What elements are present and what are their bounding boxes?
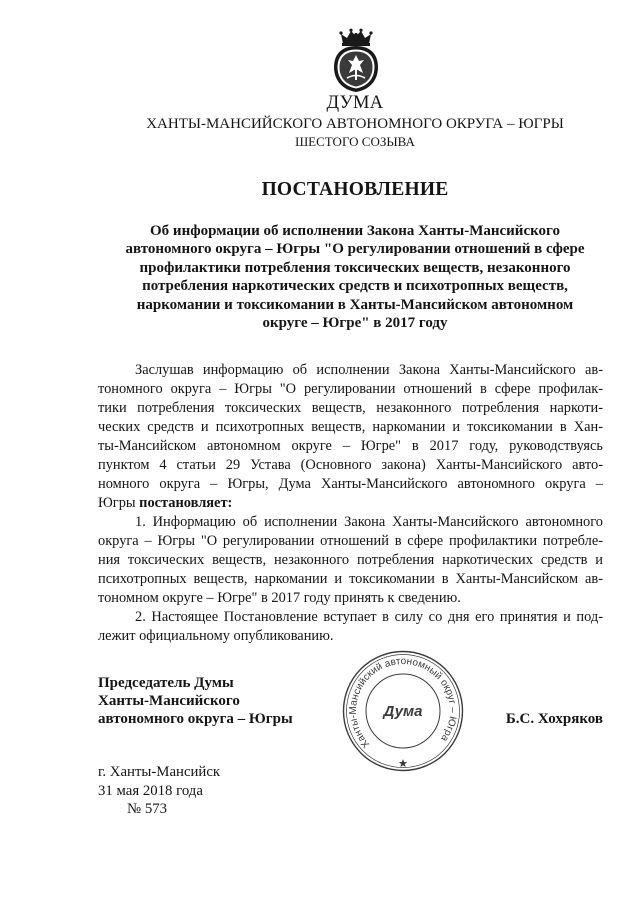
body-line: ческих средств и психотропных веществ, наркомании и токсикомании в Хан- [98,419,603,435]
body-line: тономного округа – Югры "О регулировании отношений в сфере профилак- [98,381,603,397]
resolution-body [98,361,603,646]
paragraph-3 [98,608,603,646]
organization-name: ДУМА [326,93,384,113]
body-line-last [98,494,603,513]
convocation-label: ШЕСТОГО СОЗЫВА [295,134,415,149]
document-type-title: ПОСТАНОВЛЕНИЕ [261,179,449,200]
body-line-last: лежит официальному опубликованию. [98,628,334,644]
body-line: 2. Настоящее Постановление вступает в силу со дня его принятия и под- [135,609,603,625]
body-line: тики потребления токсических веществ, незаконного потребления наркоти- [98,400,603,416]
resolution-verb: постановляет: [139,495,233,511]
document-number: № 573 [127,801,168,817]
crown-shape [339,29,372,46]
body-line: номного округа – Югры, Дума Ханты-Мансийского автономного округа – [98,476,603,492]
document-footer [98,763,220,819]
region-name: ХАНТЫ-МАНСИЙСКОГО АВТОНОМНОГО ОКРУГА – ЮГРЫ [146,116,564,132]
document-subject [95,222,615,332]
issue-place: г. Ханты-Мансийск [98,764,221,780]
signer-name: Б.С. Хохряков [505,711,603,727]
coat-of-arms-icon [328,27,384,93]
stamp-ring-text-path: Ханты-Мансийский автономный округ – Югра [347,655,459,750]
signatory-title-line: Председатель Думы [98,675,234,691]
signatory-title-line: автономного округа – Югры [98,711,293,727]
body-line: 1. Информацию об исполнении Закона Ханты-Мансийского автономного [135,514,603,530]
subject-line: потребления наркотических средств и психотропных веществ, [142,278,568,295]
body-line: округа – Югры "О регулировании отношений в сфере профилактики потребле- [98,533,603,549]
subject-line: наркомании и токсикомании в Ханты-Мансийском автономном [136,296,574,313]
body-line: Заслушав информацию об исполнении Закона Ханты-Мансийского ав- [135,362,603,378]
paragraph-1 [98,361,603,513]
subject-line: Об информации об исполнении Закона Ханты-Мансийского [150,223,560,239]
body-line: психотропных веществ, наркомании и токсикомании в Ханты-Мансийском ав- [98,571,603,587]
body-line-last: тономном округе – Югре" в 2017 году принять к сведению. [98,590,461,606]
body-line: ния токсических веществ, незаконного потребления наркотических средств и [98,552,603,568]
signatory-title [98,674,293,728]
stamp-star-icon [399,759,407,767]
subject-line: профилактики потребления токсических веществ, незаконного [139,259,571,276]
body-line: пунктом 4 статьи 29 Устава (Основного закона) Ханты-Мансийского авто- [98,457,603,473]
stamp-center-text: Дума [383,703,423,720]
body-line: ты-Мансийском автономном округе – Югре" в 2017 году, руководствуясь [98,438,603,454]
subject-line: автономного округа – Югры "О регулировании отношений в сфере [125,241,585,258]
signatory-title-line: Ханты-Мансийского [98,693,240,709]
paragraph-2 [98,513,603,608]
issue-date: 31 мая 2018 года [98,782,203,799]
subject-line: округе – Югре" в 2017 году [262,315,448,332]
body-text: Югры [98,495,136,511]
